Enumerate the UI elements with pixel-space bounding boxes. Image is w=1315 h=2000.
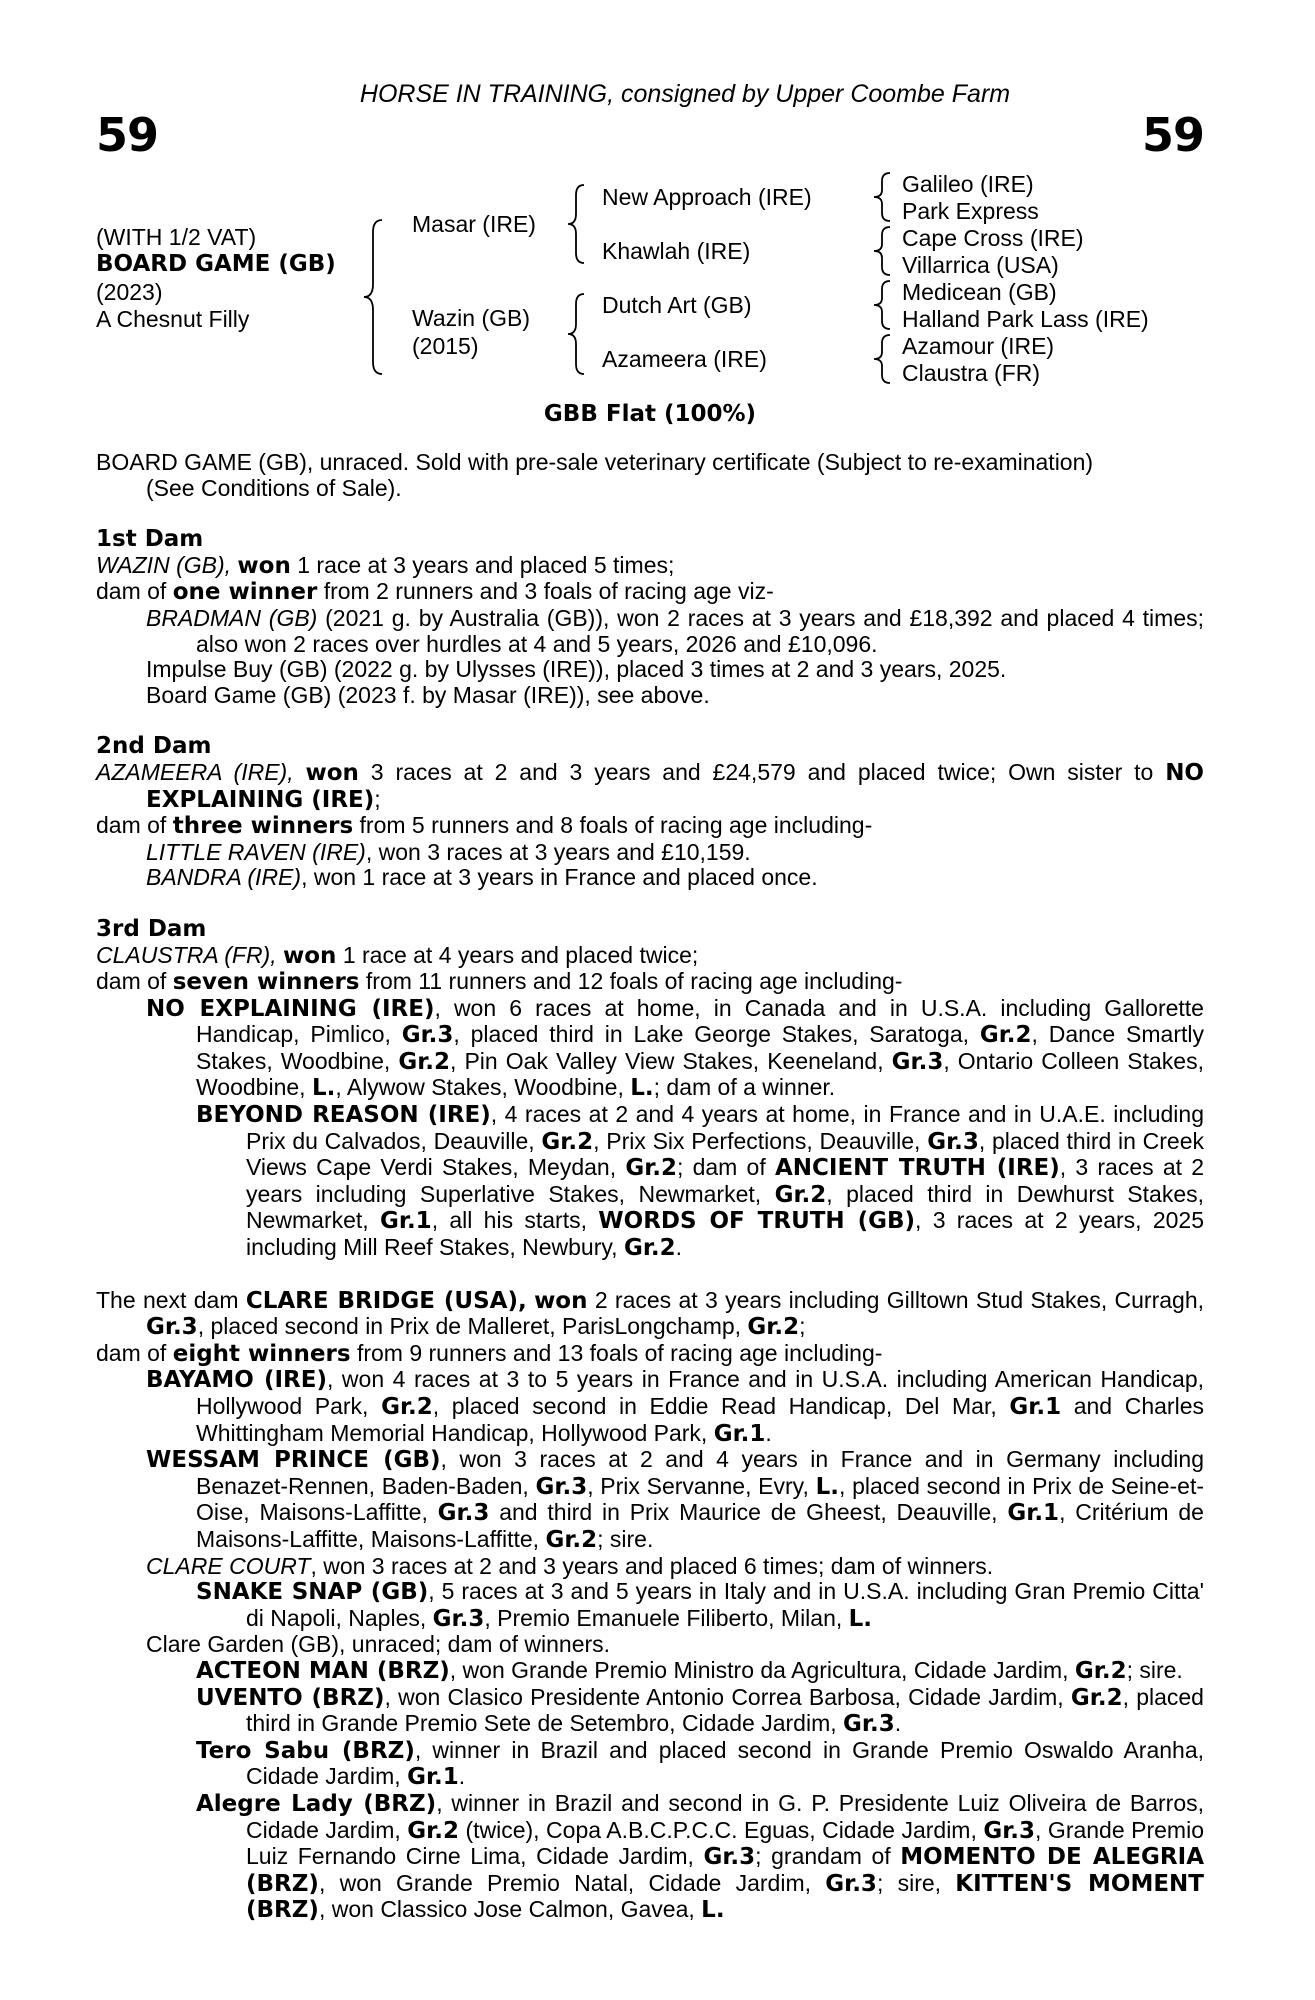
first-dam-heading: 1st Dam xyxy=(96,526,204,553)
produce-no-explaining: NO EXPLAINING (IRE), won 6 races at home, in Canada and in U.S.A. including Gallorette Handicap, Pimlico, Gr.3, placed third in Lake George Stakes, Saratoga, Gr.2, Dance Smartly Stakes, Woodbine, Gr.2, Pin Oak Valley View Stakes, Keeneland, Gr.3, Ontario Colleen Stakes, Woodbine, L., Alywow Stakes, Woodbine, L.; dam of a winner. xyxy=(146,994,1205,1102)
produce-clare-court: CLARE COURT, won 3 races at 2 and 3 years and placed 6 times; dam of winners. xyxy=(146,1552,994,1579)
dam-name: Wazin (GB) xyxy=(412,305,530,331)
g4-claustra: Claustra (FR) xyxy=(902,360,1041,386)
produce-alegre-lady: Alegre Lady (BRZ), winner in Brazil and second in G. P. Presidente Luiz Oliveira de Barros, Cidade Jardim, Gr.2 (twice), Copa A.B.C.P.C.C. Eguas, Cidade Jardim, Gr.3, Grande Premio Luiz Fernando Cirne Lima, Cidade Jardim, Gr.3; grandam of MOMENTO DE ALEGRIA (BRZ), won Grande Premio Natal, Cidade Jardim, Gr.3; sire, KITTEN'S MOMENT (BRZ), won Classico Jose Calmon, Gavea, L. xyxy=(196,1789,1204,1924)
produce-snake-snap: SNAKE SNAP (GB), 5 races at 3 and 5 years in Italy and in U.S.A. including Gran Premio Citta' di Napoli, Naples, Gr.3, Premio Emanuele Filiberto, Milan, L. xyxy=(196,1578,1204,1632)
vat-note: (WITH 1/2 VAT) xyxy=(96,224,257,250)
g4-galileo: Galileo (IRE) xyxy=(902,171,1034,197)
produce-uvento: UVENTO (BRZ), won Clasico Presidente Antonio Correa Barbosa, Cidade Jardim, Gr.2, placed third in Grande Premio Sete de Setembro, Cidade Jardim, Gr.3. xyxy=(196,1683,1204,1738)
catalogue-body xyxy=(96,450,1204,1924)
next-dam-line: The next dam CLARE BRIDGE (USA), won 2 races at 3 years including Gilltown Stud Stakes, Curragh, Gr.3, placed second in Prix de Malleret, ParisLongchamp, Gr.2; xyxy=(96,1286,1205,1341)
horse-description: A Chesnut Filly xyxy=(96,306,250,332)
g4-medicean: Medicean (GB) xyxy=(902,279,1057,305)
g4-cape-cross: Cape Cross (IRE) xyxy=(902,225,1084,251)
second-dam-line: AZAMEERA (IRE), won 3 races at 2 and 3 years and £24,579 and placed twice; Own sister to NO EXPLAINING (IRE); xyxy=(96,758,1204,813)
gbb-bonus: GBB Flat (100%) xyxy=(543,401,757,427)
pedigree-brace-g4-2 xyxy=(872,225,892,277)
produce-bandra: BANDRA (IRE), won 1 race at 3 years in France and placed once. xyxy=(146,864,818,891)
produce-little-raven: LITTLE RAVEN (IRE), won 3 races at 3 years and £10,159. xyxy=(146,838,751,865)
lot-number-right: 59 xyxy=(1141,108,1204,162)
produce-impulse-buy: Impulse Buy (GB) (2022 g. by Ulysses (IRE)), placed 3 times at 2 and 3 years, 2025. xyxy=(146,656,1007,683)
sire-name: Masar (IRE) xyxy=(412,211,536,237)
produce-tero-sabu: Tero Sabu (BRZ), winner in Brazil and placed second in Grande Premio Oswaldo Aranha, Cidade Jardim, Gr.1. xyxy=(196,1736,1205,1791)
g4-villarrica: Villarrica (USA) xyxy=(902,252,1059,278)
sire-dam: Khawlah (IRE) xyxy=(602,238,751,264)
produce-clare-garden: Clare Garden (GB), unraced; dam of winners. xyxy=(146,1631,611,1658)
dam-sire: Dutch Art (GB) xyxy=(602,292,752,318)
pedigree-brace-g4-1 xyxy=(872,171,892,223)
g4-azamour: Azamour (IRE) xyxy=(902,333,1055,359)
third-dam-line: CLAUSTRA (FR), won 1 race at 4 years and placed twice; xyxy=(96,941,699,969)
first-dam-line: WAZIN (GB), won 1 race at 3 years and placed 5 times; xyxy=(96,551,675,579)
first-dam-produce-line: dam of one winner from 2 runners and 3 foals of racing age viz- xyxy=(96,578,774,606)
produce-wessam-prince: WESSAM PRINCE (GB), won 3 races at 2 and 4 years in France and in Germany including Benazet-Rennen, Baden-Baden, Gr.3, Prix Servanne, Evry, L., placed second in Prix de Seine-et-Oise, Maisons-Laffitte, Gr.3 and third in Prix Maurice de Gheest, Deauville, Gr.1, Critérium de Maisons-Laffitte, Maisons-Laffitte, Gr.2; sire. xyxy=(146,1446,1205,1553)
produce-beyond-reason: BEYOND REASON (IRE), 4 races at 2 and 4 years at home, in France and in U.A.E. including Prix du Calvados, Deauville, Gr.2, Prix Six Perfections, Deauville, Gr.3, placed third in Creek Views Cape Verdi Stakes, Meydan, Gr.2; dam of ANCIENT TRUTH (IRE), 3 races at 2 years including Superlative Stakes, Newmarket, Gr.2, placed third in Dewhurst Stakes, Newmarket, Gr.1, all his starts, WORDS OF TRUTH (GB), 3 races at 2 years, 2025 including Mill Reef Stakes, Newbury, Gr.2. xyxy=(196,1101,1205,1262)
pedigree-brace-dam xyxy=(566,292,586,376)
pedigree-brace-main xyxy=(362,218,384,376)
pedigree-brace-g4-4 xyxy=(872,333,892,385)
lot-number-left: 59 xyxy=(96,108,159,162)
g4-halland-park-lass: Halland Park Lass (IRE) xyxy=(902,306,1149,332)
pedigree-brace-g4-3 xyxy=(872,279,892,331)
foaling-year: (2023) xyxy=(96,279,163,305)
next-dam-produce-line: dam of eight winners from 9 runners and 13 foals of racing age including- xyxy=(96,1339,883,1367)
page-title: HORSE IN TRAINING, consigned by Upper Coombe Farm xyxy=(359,80,1011,108)
produce-acteon-man: ACTEON MAN (BRZ), won Grande Premio Ministro da Agricultura, Cidade Jardim, Gr.2; sire. xyxy=(196,1656,1183,1684)
produce-bayamo: BAYAMO (IRE), won 4 races at 3 to 5 years in France and in U.S.A. including American Handicap, Hollywood Park, Gr.2, placed second in Eddie Read Handicap, Del Mar, Gr.1 and Charles Whittingham Memorial Handicap, Hollywood Park, Gr.1. xyxy=(146,1366,1204,1447)
pedigree-brace-sire xyxy=(566,183,586,265)
second-dam-heading: 2nd Dam xyxy=(96,733,212,760)
intro-paragraph: BOARD GAME (GB), unraced. Sold with pre-sale veterinary certificate (Subject to re-examination) (See Conditions of Sale). xyxy=(96,449,1094,501)
catalogue-page xyxy=(96,0,1204,2000)
dam-dam: Azameera (IRE) xyxy=(602,346,767,372)
dam-year: (2015) xyxy=(412,333,479,359)
g4-park-express: Park Express xyxy=(902,198,1039,224)
produce-bradman: BRADMAN (GB) (2021 g. by Australia (GB)), won 2 races at 3 years and £18,392 and placed 4 times; also won 2 races over hurdles at 4 and 5 years, 2026 and £10,096. xyxy=(146,604,1205,657)
third-dam-heading: 3rd Dam xyxy=(96,915,207,942)
third-dam-produce-line: dam of seven winners from 11 runners and 12 foals of racing age including- xyxy=(96,968,903,996)
sire-sire: New Approach (IRE) xyxy=(602,184,812,210)
horse-name: BOARD GAME (GB) xyxy=(96,251,336,277)
produce-board-game: Board Game (GB) (2023 f. by Masar (IRE)), see above. xyxy=(146,681,710,708)
second-dam-produce-line: dam of three winners from 5 runners and 8 foals of racing age including- xyxy=(96,812,873,840)
